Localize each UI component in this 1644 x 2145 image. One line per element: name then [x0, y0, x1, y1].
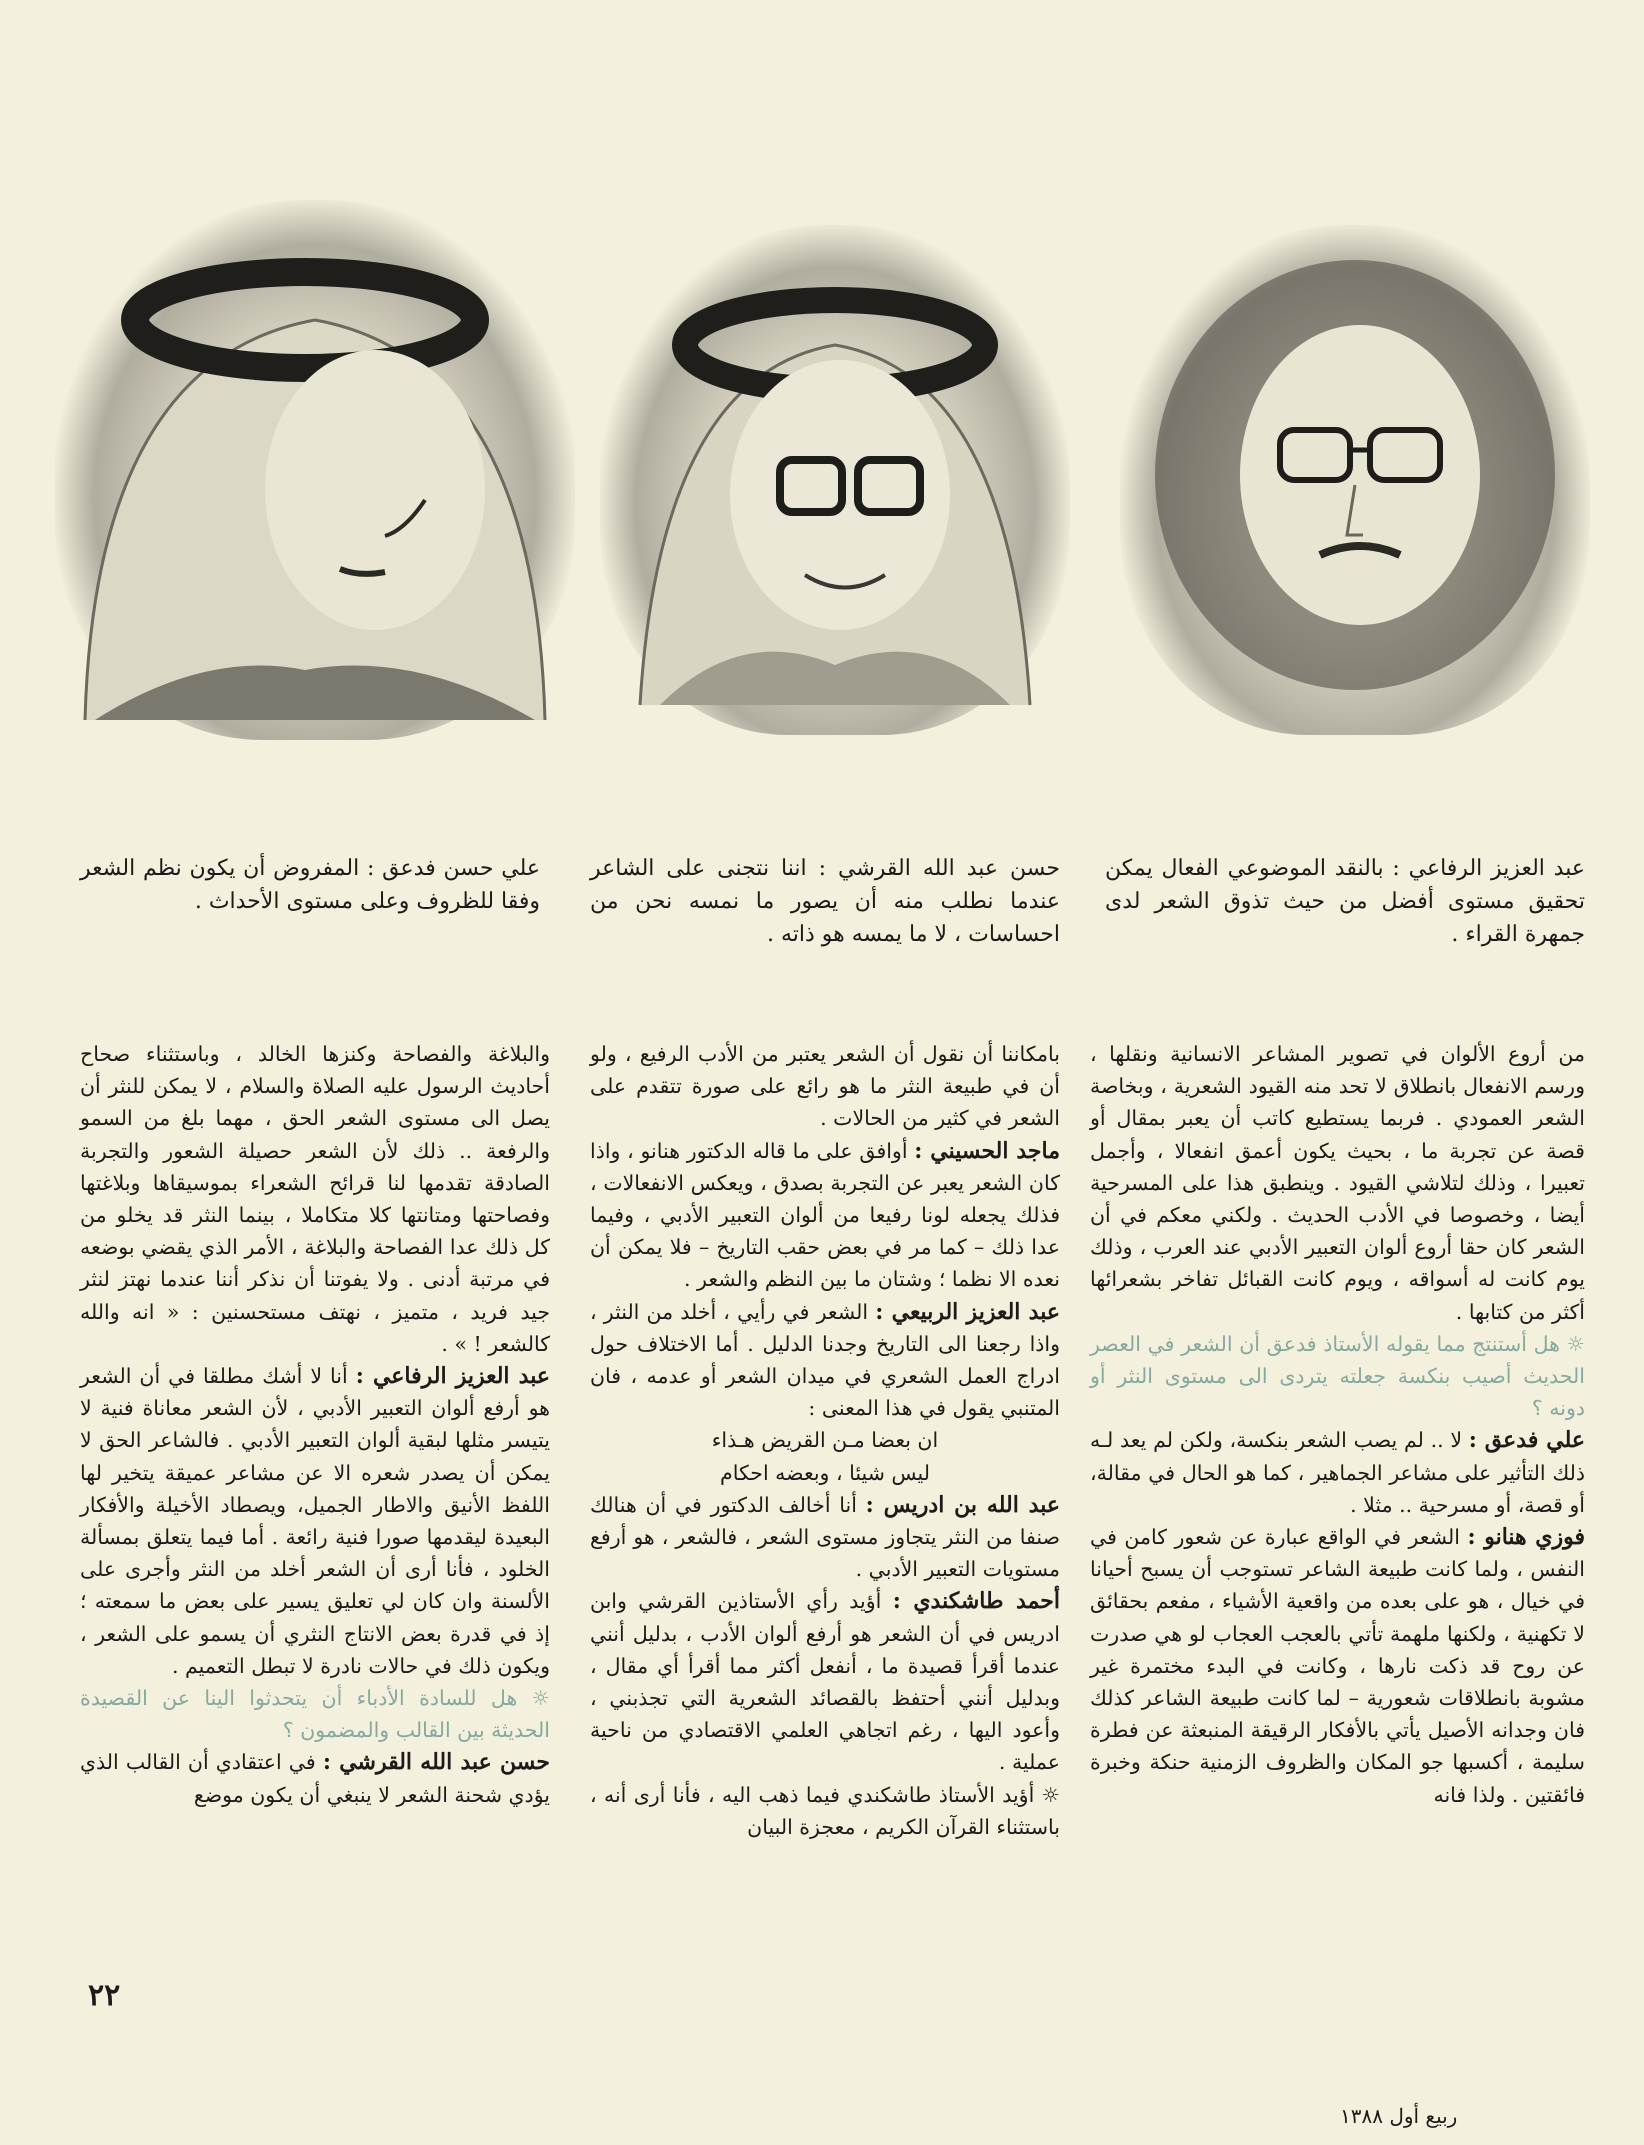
paragraph: ☼ أؤيد الأستاذ طاشكندي فيما ذهب اليه ، فأنا أرى أنه ، باستثناء القرآن الكريم ، معجزة البيان: [590, 1782, 1060, 1839]
verse-line: ليس شيئا ، وبعضه احكام: [720, 1460, 930, 1485]
paragraph: [590, 1489, 1060, 1586]
paragraph: والبلاغة والفصاحة وكنزها الخالد ، وباستثناء صحاح أحاديث الرسول عليه الصلاة والسلام ، لا يمكن للنثر أن يصل الى مستوى الشعر الحق ، مهما بلغ من السمو والرفعة .. ذلك لأن الشعر حصيلة الشعور والتجربة الصادقة تقدمها لنا قرائح الشعراء بموسيقاها وبلاغتها وفصاحتها ومتانتها كلا متكاملا ، بينما النثر قد يخلو من كل ذلك عدا الفصاحة والبلاغة ، الأمر الذي يقضي بوضعه في مرتبة أدنى . ولا يفوتنا أن نذكر أننا عندما نهتز لنثر جيد فريد ، متميز ، نهتف مستحسنين : « انه والله كالشعر ! » .: [80, 1042, 550, 1356]
caption-left: علي حسن فدعق : المفروض أن يكون نظم الشعر وفقا للظروف وعلى مستوى الأحداث .: [80, 856, 540, 914]
portrait-left-drawing: [55, 200, 575, 740]
paragraph: [80, 1746, 550, 1810]
speaker-name: ماجد الحسيني :: [914, 1137, 1060, 1164]
paragraph: [80, 1360, 550, 1682]
question: ☼ هل أستنتج مما يقوله الأستاذ فدعق أن الشعر في العصر الحديث أصيب بنكسة جعلته يتردى الى مستوى النثر أو دونه ؟: [1090, 1331, 1585, 1421]
speaker-name: عبد العزيز الربيعي :: [875, 1298, 1060, 1325]
paragraph-text: في اعتقادي أن القالب الذي يؤدي شحنة الشعر لا ينبغي أن يكون موضع: [80, 1750, 550, 1807]
question: ☼ هل للسادة الأدباء أن يتحدثوا الينا عن القصيدة الحديثة بين القالب والمضمون ؟: [80, 1686, 550, 1743]
paragraph-text: أوافق على ما قاله الدكتور هنانو ، واذا كان الشعر يعبر عن التجربة بصدق ، ويعكس الانفعالات ، فذلك يجعله لونا رفيعا من ألوان التعبير الأدبي ، وفيما عدا ذلك – كما مر في بعض حقب التاريخ – فلا يمكن أن نعده الا نظما ؛ وشتان ما بين النظم والشعر .: [590, 1138, 1060, 1292]
paragraph: [590, 1296, 1060, 1425]
issue-date: ربيع أول ١٣٨٨: [1340, 2104, 1458, 2128]
column-right: [1090, 1038, 1585, 1811]
paragraph: من أروع الألوان في تصوير المشاعر الانسانية ونقلها ، ورسم الانفعال بانطلاق لا تحد منه القيود الشعرية ، وبخاصة الشعر العمودي . فربما يستطيع كاتب أن يعبر بمقال أو قصة عن تجربة ما ، بحيث يكون أعمق انفعالا ، وأجمل تعبيرا ، وذلك لتلاشي القيود . وينطبق هذا على المسرحية أيضا ، وخصوصا في الأدب الحديث . ولكني معكم في أن الشعر كان حقا أروع ألوان التعبير الأدبي عند العرب ، وذلك يوم كانت له أسواقه ، ويوم كانت القبائل تفاخر بشعرائها أكثر من كتابها .: [1090, 1042, 1585, 1324]
caption-middle: حسن عبد الله القرشي : اننا نتجنى على الشاعر عندما نطلب منه أن يصور ما نمسه نحن من احساسات ، لا ما يمسه هو ذاته .: [590, 856, 1060, 947]
paragraph: [1090, 1424, 1585, 1521]
page-number: ٢٢: [88, 1978, 121, 2013]
paragraph: [590, 1135, 1060, 1296]
speaker-name: عبد العزيز الرفاعي :: [355, 1363, 550, 1390]
speaker-name: أحمد طاشكندي :: [892, 1588, 1060, 1615]
portrait-middle-drawing: [600, 225, 1070, 735]
paragraph-text: الشعر في الواقع عبارة عن شعور كامن في النفس ، ولما كانت طبيعة الشاعر تستوجب أن يسبح أحيانا في خيال ، هو على بعده من واقعية الأشياء ، مفعم بحقائق لا تكهنية ، ولكنها ملهمة تأتي بالعجب العجاب لو هي صدرت عن روح قد ذكت نارها ، وكانت في البدء مختمرة غير مشوبة بانطلاقات شعورية – لما كانت طبيعة الشاعر كذلك فان وجدانه الأصيل يأتي بالأفكار الرقيقة المنبعثة عن فطرة سليمة ، أكسبها جو المكان والظروف الزمنية حنكة وخبرة فائقتين . ولذا فانه: [1090, 1525, 1585, 1807]
speaker-name: حسن عبد الله القرشي :: [322, 1749, 550, 1776]
paragraph-text: الشعر في رأيي ، أخلد من النثر ، واذا رجعنا الى التاريخ وجدنا الدليل . أما الاختلاف حول ادراج العمل الشعري في ميدان الشعر أو عدمه ، فان المتنبي يقول في هذا المعنى :: [590, 1299, 1060, 1421]
speaker-name: علي فدعق :: [1468, 1427, 1585, 1454]
paragraph-text: أنا لا أشك مطلقا في أن الشعر هو أرفع ألوان التعبير الأدبي ، لأن الشعر معاناة فنية لا يتيسر مثلها لبقية ألوان التعبير الأدبي . فالشاعر الحق لا يمكن أن يصدر شعره الا عن مشاعر عميقة يتخير لها اللفظ الأنيق والاطار الجميل، ويصطاد الأخيلة والأفكار البعيدة ليقدمها صورا فنية رائعة . أما فيما يتعلق بمسألة الخلود ، فأنا أرى أن الشعر أخلد من النثر وأجرى على الألسنة وان كان لي تعليق يسير على بعض ما سمعته ؛ إذ في قدرة بعض الانتاج النثري أن يسمو على الشعر ، ويكون ذلك في حالات نادرة لا تبطل التعميم .: [80, 1364, 550, 1678]
paragraph-text: لا .. لم يصب الشعر بنكسة، ولكن لم يعد لـه ذلك التأثير على مشاعر الجماهير ، كما هو الحال في مقالة، أو قصة، أو مسرحية .. مثلا .: [1090, 1428, 1585, 1517]
paragraph: [1090, 1521, 1585, 1811]
speaker-name: فوزي هنانو :: [1467, 1524, 1585, 1551]
portrait-left: [55, 200, 575, 740]
paragraph-text: أؤيد رأي الأستاذين القرشي وابن ادريس في أن الشعر هو أرفع ألوان الأدب ، بدليل أنني عندما أقرأ قصيدة ما ، أنفعل أكثر مما أقرأ أي مقال ، وبدليل أنني أحتفظ بالقصائد الشعرية التي تجذبني ، وأعود اليها ، رغم اتجاهي العلمي الاقتصادي من ناحية عملية .: [590, 1589, 1060, 1775]
paragraph-text: أنا أخالف الدكتور في أن هنالك صنفا من النثر يتجاوز مستوى الشعر ، فالشعر ، هو أرفع مستويات التعبير الأدبي .: [590, 1492, 1060, 1582]
portrait-middle: [600, 225, 1070, 735]
portrait-right: [1120, 225, 1590, 735]
speaker-name: عبد الله بن ادريس :: [865, 1491, 1060, 1518]
paragraph: [590, 1585, 1060, 1778]
column-middle: [590, 1038, 1060, 1843]
caption-right: عبد العزيز الرفاعي : بالنقد الموضوعي الفعال يمكن تحقيق مستوى أفضل من حيث تذوق الشعر لدى جمهرة القراء .: [1105, 856, 1585, 947]
column-left: [80, 1038, 550, 1811]
paragraph: بامكاننا أن نقول أن الشعر يعتبر من الأدب الرفيع ، ولو أن في طبيعة النثر ما هو رائع على صورة تتقدم على الشعر في كثير من الحالات .: [590, 1042, 1060, 1131]
verse-line: ان بعضا مـن القريض هـذاء: [711, 1428, 939, 1453]
portrait-right-drawing: [1120, 225, 1590, 735]
